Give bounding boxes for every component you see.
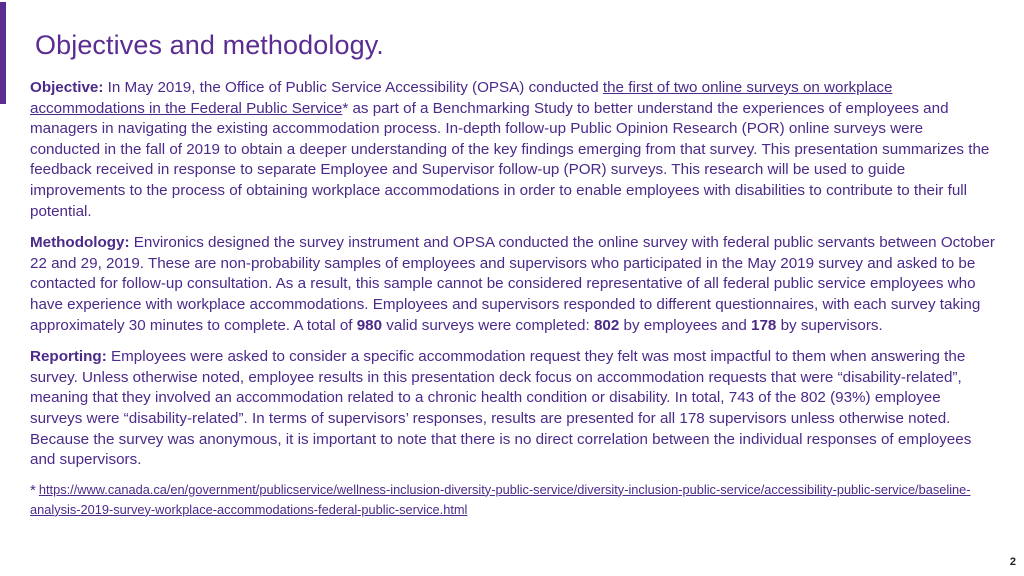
total-surveys-count: 980 xyxy=(356,316,383,334)
reporting-label: Reporting: xyxy=(30,348,107,366)
objective-label: Objective: xyxy=(30,79,104,96)
reporting-text: Employees were asked to consider a specific accommodation request they felt was most impactful to them when answering the survey. Unless otherwise noted, employee results in this presentation deck focus on accommodation requests that were “disability-related”, meaning that they involved an accommodation related to a chronic health condition or disability. In total, 743 of the 802 (93%) employee surveys were “disability-related”. In terms of supervisors’ responses, results are presented for all 178 supervisors unless otherwise noted. Because the survey was anonymous, it is important to note that there is no direct correlation between the individual responses of employees and supervisors. xyxy=(30,348,972,469)
footnote-marker: * xyxy=(30,481,36,499)
page-title: Objectives and methodology. xyxy=(35,30,384,60)
methodology-text-2: valid surveys were completed: xyxy=(382,316,594,334)
employee-surveys-count: 802 xyxy=(593,316,620,334)
methodology-text-3: by employees and xyxy=(619,316,751,334)
reporting-paragraph xyxy=(30,347,995,471)
accent-bar xyxy=(0,2,6,104)
footnote-url-link[interactable]: https://www.canada.ca/en/government/publicservice/wellness-inclusion-diversity-public-service/diversity-inclusion-public-service/accessibility-public-service/baseline-analysis-2019-survey-workplace-accommodations-federal-public-service.html xyxy=(30,481,971,517)
methodology-paragraph xyxy=(30,233,995,336)
objective-paragraph xyxy=(30,78,995,222)
objective-text-before-link: In May 2019, the Office of Public Service Accessibility (OPSA) conducted xyxy=(103,79,603,96)
footnote xyxy=(30,480,995,519)
methodology-text-4: by supervisors. xyxy=(776,316,883,334)
objective-text-after-link: * as part of a Benchmarking Study to better understand the experiences of employees and managers in navigating the existing accommodation process. In-depth follow-up Public Opinion Research (POR) online surveys were conducted in the fall of 2019 to obtain a deeper understanding of the key findings emerging from that survey. This presentation summarizes the feedback received in response to separate Employee and Supervisor follow-up (POR) surveys. This research will be used to guide improvements to the process of obtaining workplace accommodations in order to enable employees with disabilities to contribute to their full potential. xyxy=(30,99,990,220)
survey-link[interactable]: the first of two online surveys on workplace accommodations in the Federal Public Service xyxy=(30,79,893,117)
methodology-label: Methodology: xyxy=(30,234,130,252)
slide-content xyxy=(30,78,995,519)
page-number: 2 xyxy=(1009,556,1016,568)
methodology-text-1: Environics designed the survey instrument and OPSA conducted the online survey with federal public servants between October 22 and 29, 2019. These are non-probability samples of employees and supervisors who participated in the May 2019 survey and asked to be contacted for follow-up consultation. As a result, this sample cannot be considered representative of all federal public service employees who have experience with workplace accommodations. Employees and supervisors responded to different questionnaires, with each survey taking approximately 30 minutes to complete. A total of xyxy=(30,234,995,334)
supervisor-surveys-count: 178 xyxy=(751,316,777,334)
